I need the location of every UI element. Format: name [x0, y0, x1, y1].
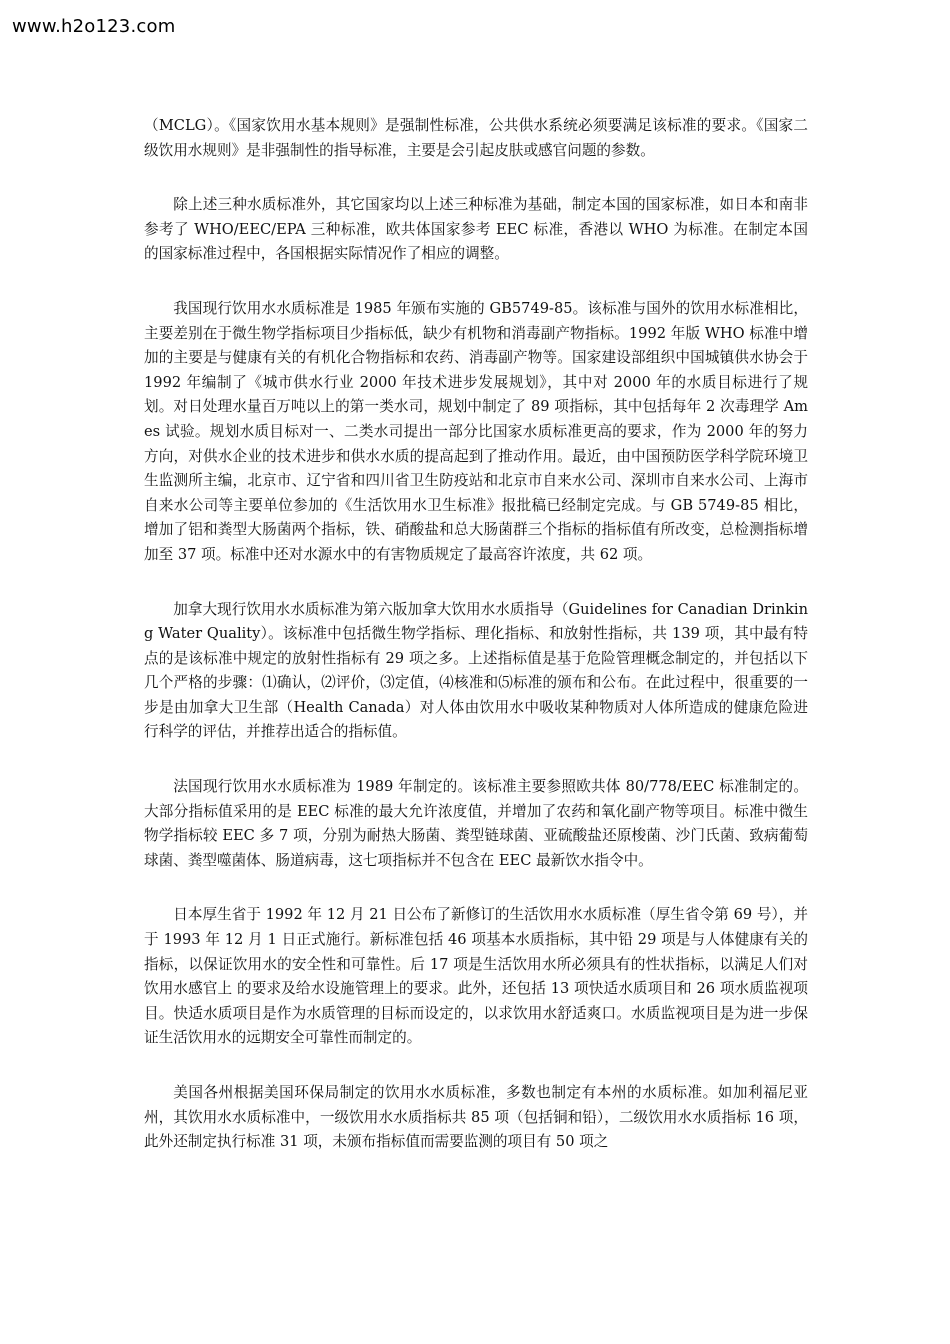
paragraph-other-countries: 除上述三种水质标准外，其它国家均以上述三种标准为基础，制定本国的国家标准，如日本和南非参考了 WHO/EEC/EPA 三种标准，欧共体国家参考 EEC 标准，香港以 WHO 为标准。在制定本国的国家标准过程中，各国根据实际情况作了相应的调整。: [144, 196, 808, 263]
paragraph-usa-states-standard: 美国各州根据美国环保局制定的饮用水水质标准，多数也制定有本州的水质标准。如加利福尼亚州，其饮用水水质标准中，一级饮用水水质指标共 85 项（包括铜和铅），二级饮用水水质指标 16 项，此外还制定执行标准 31 项，未颁布指标值而需要监测的项目有 50 项之: [144, 1084, 808, 1151]
site-url-watermark: www.h2o123.com: [12, 16, 176, 37]
document-body: [144, 114, 808, 1185]
paragraph-china-standard: 我国现行饮用水水质标准是 1985 年颁布实施的 GB5749-85。该标准与国外的饮用水标准相比，主要差别在于微生物学指标项目少指标低，缺少有机物和消毒副产物指标。1992 年版 WHO 标准中增加的主要是与健康有关的有机化合物指标和农药、消毒副产物等。国家建设部组织中国城镇供水协会于 1992 年编制了《城市供水行业 2000 年技术进步发展规划》，其中对 2000 年的水质目标进行了规划。对日处理水量百万吨以上的第一类水司，规划中制定了 89 项指标，其中包括每年 2 次毒理学 Ames 试验。规划水质目标对一、二类水司提出一部分比国家水质标准更高的要求，作为 2000 年的努力方向，对供水企业的技术进步和供水水质的提高起到了推动作用。最近，由中国预防医学科学院环境卫生监测所主编，北京市、辽宁省和四川省卫生防疫站和北京市自来水公司、深圳市自来水公司、上海市自来水公司等主要单位参加的《生活饮用水卫生标准》报批稿已经制定完成。与 GB 5749-85 相比，增加了铝和粪型大肠菌两个指标，铁、硝酸盐和总大肠菌群三个指标的指标值有所改变，总检测指标增加至 37 项。标准中还对水源水中的有害物质规定了最高容许浓度，共 62 项。: [144, 299, 808, 563]
paragraph-france-standard: 法国现行饮用水水质标准为 1989 年制定的。该标准主要参照欧共体 80/778/EEC 标准制定的。大部分指标值采用的是 EEC 标准的最大允许浓度值，并增加了农药和氧化副产物等项目。标准中微生物学指标较 EEC 多 7 项，分别为耐热大肠菌、粪型链球菌、亚硫酸盐还原梭菌、沙门氏菌、致病葡萄球菌、粪型噬菌体、肠道病毒，这七项指标并不包含在 EEC 最新饮水指令中。: [144, 778, 808, 869]
paragraph-canada-standard: 加拿大现行饮用水水质标准为第六版加拿大饮用水水质指导（Guidelines for Canadian Drinking Water Quality）。该标准中包括微生物学指标、理化指标、和放射性指标，共 139 项，其中最有特点的是该标准中规定的放射性指标有 29 项之多。上述指标值是基于危险管理概念制定的，并包括以下几个严格的步骤：⑴确认，⑵评价，⑶定值，⑷核准和⑸标准的颁布和公布。在此过程中，很重要的一步是由加拿大卫生部（Health Canada）对人体由饮用水中吸收某种物质对人体所造成的健康危险进行科学的评估，并推荐出适合的指标值。: [144, 600, 808, 741]
paragraph-mclg-rules: （MCLG）。《国家饮用水基本规则》是强制性标准，公共供水系统必须要满足该标准的要求。《国家二级饮用水规则》是非强制性的指导标准，主要是会引起皮肤或感官问题的参数。: [144, 117, 808, 159]
paragraph-japan-standard: 日本厚生省于 1992 年 12 月 21 日公布了新修订的生活饮用水水质标准（厚生省令第 69 号），并于 1993 年 12 月 1 日正式施行。新标准包括 46 项基本水质指标，其中铅 29 项是与人体健康有关的指标，以保证饮用水的安全性和可靠性。后 17 项是生活饮用水所必须具有的性状指标，以满足人们对饮用水感官上 的要求及给水设施管理上的要求。此外，还包括 13 项快适水质项目和 26 项水质监视项目。快适水质项目是作为水质管理的目标而设定的，以求饮用水舒适爽口。水质监视项目是为进一步保证生活饮用水的远期安全可靠性而制定的。: [144, 906, 808, 1047]
